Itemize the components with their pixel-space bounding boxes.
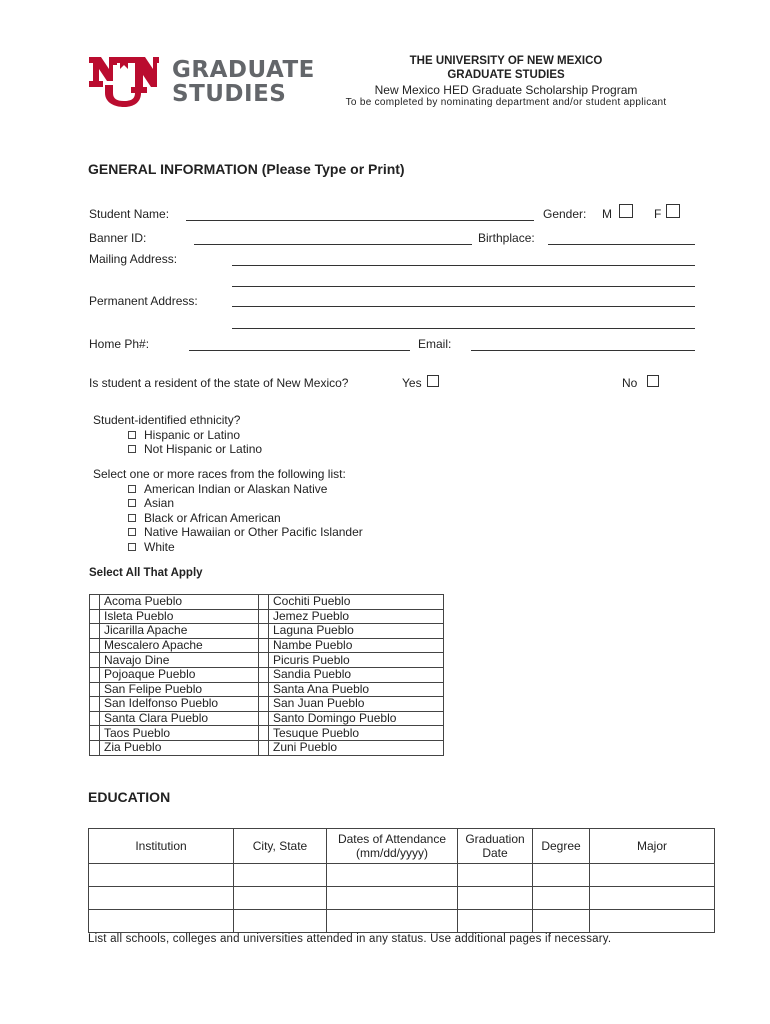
checkbox-icon[interactable] xyxy=(128,445,136,453)
table-cell[interactable] xyxy=(458,887,533,910)
pueblo-checkbox[interactable] xyxy=(259,653,269,668)
table-cell[interactable] xyxy=(327,887,458,910)
pueblo-name: Navajo Dine xyxy=(100,653,259,668)
email-field[interactable] xyxy=(471,350,695,351)
pueblo-checkbox[interactable] xyxy=(90,624,100,639)
pueblo-checkbox[interactable] xyxy=(259,595,269,610)
education-note: List all schools, colleges and universities attended in any status. Use additional pages if necessary. xyxy=(88,933,612,945)
pueblo-name: Laguna Pueblo xyxy=(269,624,444,639)
pueblo-name: Taos Pueblo xyxy=(100,726,259,741)
pueblo-name: Tesuque Pueblo xyxy=(269,726,444,741)
mailing-address-field-1[interactable] xyxy=(232,265,695,266)
pueblo-checkbox[interactable] xyxy=(259,667,269,682)
table-cell[interactable] xyxy=(234,910,327,933)
pueblo-checkbox[interactable] xyxy=(90,711,100,726)
logo-line-1: GRADUATE xyxy=(172,57,315,83)
ethnicity-option[interactable]: Not Hispanic or Latino xyxy=(93,442,262,457)
gender-label: Gender: xyxy=(543,207,587,221)
column-header: Institution xyxy=(89,829,234,864)
pueblo-row xyxy=(90,697,444,712)
resident-yes-label: Yes xyxy=(402,376,422,390)
pueblo-checkbox[interactable] xyxy=(90,726,100,741)
ethnicity-question: Student-identified ethnicity? xyxy=(93,413,241,427)
pueblo-name: Zuni Pueblo xyxy=(269,740,444,755)
race-section xyxy=(93,467,363,554)
pueblo-checkbox[interactable] xyxy=(259,682,269,697)
education-table xyxy=(88,828,715,933)
pueblo-name: San Idelfonso Pueblo xyxy=(100,697,259,712)
pueblo-row xyxy=(90,711,444,726)
mailing-address-field-2[interactable] xyxy=(232,286,695,287)
program-name: New Mexico HED Graduate Scholarship Program xyxy=(374,83,638,97)
office-name: GRADUATE STUDIES xyxy=(447,69,565,81)
checkbox-icon[interactable] xyxy=(128,514,136,522)
race-option[interactable]: White xyxy=(93,540,363,555)
pueblo-checkbox[interactable] xyxy=(259,711,269,726)
pueblo-row xyxy=(90,609,444,624)
resident-no-checkbox[interactable] xyxy=(647,375,659,387)
pueblo-checkbox[interactable] xyxy=(90,682,100,697)
banner-id-label: Banner ID: xyxy=(89,231,147,245)
education-row xyxy=(89,864,715,887)
pueblo-row xyxy=(90,653,444,668)
logo-text xyxy=(172,58,315,106)
race-option[interactable]: Asian xyxy=(93,496,363,511)
pueblos-heading: Select All That Apply xyxy=(89,567,203,579)
pueblo-checkbox[interactable] xyxy=(259,726,269,741)
instructions: To be completed by nominating department and/or student applicant xyxy=(345,97,667,108)
pueblo-name: Santo Domingo Pueblo xyxy=(269,711,444,726)
checkbox-icon[interactable] xyxy=(128,528,136,536)
resident-question: Is student a resident of the state of New Mexico? xyxy=(89,376,349,390)
birthplace-label: Birthplace: xyxy=(478,231,535,245)
pueblo-checkbox[interactable] xyxy=(259,638,269,653)
table-cell[interactable] xyxy=(533,887,590,910)
pueblo-checkbox[interactable] xyxy=(90,609,100,624)
column-header: Dates of Attendance (mm/dd/yyyy) xyxy=(327,829,458,864)
pueblo-checkbox[interactable] xyxy=(259,624,269,639)
birthplace-field[interactable] xyxy=(548,244,695,245)
pueblo-row xyxy=(90,595,444,610)
table-cell[interactable] xyxy=(458,910,533,933)
gender-f-label: F xyxy=(654,207,662,221)
table-cell[interactable] xyxy=(89,910,234,933)
unm-logo-icon xyxy=(87,55,161,107)
banner-id-field[interactable] xyxy=(194,244,472,245)
pueblo-name: San Juan Pueblo xyxy=(269,697,444,712)
table-cell[interactable] xyxy=(533,864,590,887)
university-name: THE UNIVERSITY OF NEW MEXICO xyxy=(409,55,603,67)
pueblo-checkbox[interactable] xyxy=(90,638,100,653)
pueblo-name: Isleta Pueblo xyxy=(100,609,259,624)
table-cell[interactable] xyxy=(327,864,458,887)
column-header: City, State xyxy=(234,829,327,864)
checkbox-icon[interactable] xyxy=(128,485,136,493)
permanent-address-field-2[interactable] xyxy=(232,328,695,329)
pueblo-name: Jicarilla Apache xyxy=(100,624,259,639)
table-cell[interactable] xyxy=(234,864,327,887)
resident-yes-checkbox[interactable] xyxy=(427,375,439,387)
pueblo-row xyxy=(90,624,444,639)
pueblo-row xyxy=(90,726,444,741)
pueblo-name: Pojoaque Pueblo xyxy=(100,667,259,682)
pueblo-checkbox[interactable] xyxy=(90,653,100,668)
pueblo-checkbox[interactable] xyxy=(90,595,100,610)
checkbox-icon[interactable] xyxy=(128,499,136,507)
column-header: Degree xyxy=(533,829,590,864)
table-cell[interactable] xyxy=(590,910,715,933)
column-header: Graduation Date xyxy=(458,829,533,864)
ethnicity-section xyxy=(93,413,262,457)
pueblo-name: Santa Ana Pueblo xyxy=(269,682,444,697)
education-row xyxy=(89,887,715,910)
pueblo-checkbox[interactable] xyxy=(90,667,100,682)
pueblo-name: Acoma Pueblo xyxy=(100,595,259,610)
table-cell[interactable] xyxy=(89,887,234,910)
table-cell[interactable] xyxy=(234,887,327,910)
pueblo-name: Zia Pueblo xyxy=(100,740,259,755)
mailing-address-label: Mailing Address: xyxy=(89,252,178,266)
pueblo-row xyxy=(90,682,444,697)
pueblo-name: Nambe Pueblo xyxy=(269,638,444,653)
email-label: Email: xyxy=(418,337,452,351)
race-option[interactable]: Black or African American xyxy=(93,511,363,526)
pueblo-name: Santa Clara Pueblo xyxy=(100,711,259,726)
student-name-label: Student Name: xyxy=(89,207,170,221)
general-info-heading: GENERAL INFORMATION (Please Type or Print) xyxy=(88,161,405,177)
pueblo-checkbox[interactable] xyxy=(259,740,269,755)
pueblo-row xyxy=(90,667,444,682)
pueblo-name: Jemez Pueblo xyxy=(269,609,444,624)
pueblo-name: Sandia Pueblo xyxy=(269,667,444,682)
pueblo-row xyxy=(90,638,444,653)
gender-m-checkbox[interactable] xyxy=(619,204,633,218)
pueblo-name: Picuris Pueblo xyxy=(269,653,444,668)
education-row xyxy=(89,910,715,933)
pueblo-checkbox[interactable] xyxy=(90,697,100,712)
pueblo-name: Cochiti Pueblo xyxy=(269,595,444,610)
ethnicity-option[interactable]: Hispanic or Latino xyxy=(93,428,262,443)
logo-line-2: STUDIES xyxy=(172,81,287,107)
pueblo-checkbox[interactable] xyxy=(259,697,269,712)
pueblo-name: San Felipe Pueblo xyxy=(100,682,259,697)
pueblo-row xyxy=(90,740,444,755)
race-option[interactable]: Native Hawaiian or Other Pacific Islander xyxy=(93,525,363,540)
resident-no-label: No xyxy=(622,376,638,390)
home-phone-field[interactable] xyxy=(189,350,410,351)
table-cell[interactable] xyxy=(590,864,715,887)
gender-m-label: M xyxy=(602,207,612,221)
checkbox-icon[interactable] xyxy=(128,431,136,439)
home-phone-label: Home Ph#: xyxy=(89,337,150,351)
student-name-field[interactable] xyxy=(186,220,534,221)
table-cell[interactable] xyxy=(590,887,715,910)
table-cell[interactable] xyxy=(327,910,458,933)
pueblo-name: Mescalero Apache xyxy=(100,638,259,653)
race-question: Select one or more races from the following list: xyxy=(93,467,346,481)
column-header: Major xyxy=(590,829,715,864)
table-cell[interactable] xyxy=(458,864,533,887)
pueblo-checkbox[interactable] xyxy=(90,740,100,755)
checkbox-icon[interactable] xyxy=(128,543,136,551)
education-header-row xyxy=(89,829,715,864)
pueblo-checkbox[interactable] xyxy=(259,609,269,624)
education-heading: EDUCATION xyxy=(88,789,171,805)
table-cell[interactable] xyxy=(533,910,590,933)
table-cell[interactable] xyxy=(89,864,234,887)
race-option[interactable]: American Indian or Alaskan Native xyxy=(93,482,363,497)
permanent-address-label: Permanent Address: xyxy=(89,294,198,308)
pueblos-table xyxy=(89,594,444,756)
gender-f-checkbox[interactable] xyxy=(666,204,680,218)
permanent-address-field-1[interactable] xyxy=(232,306,695,307)
